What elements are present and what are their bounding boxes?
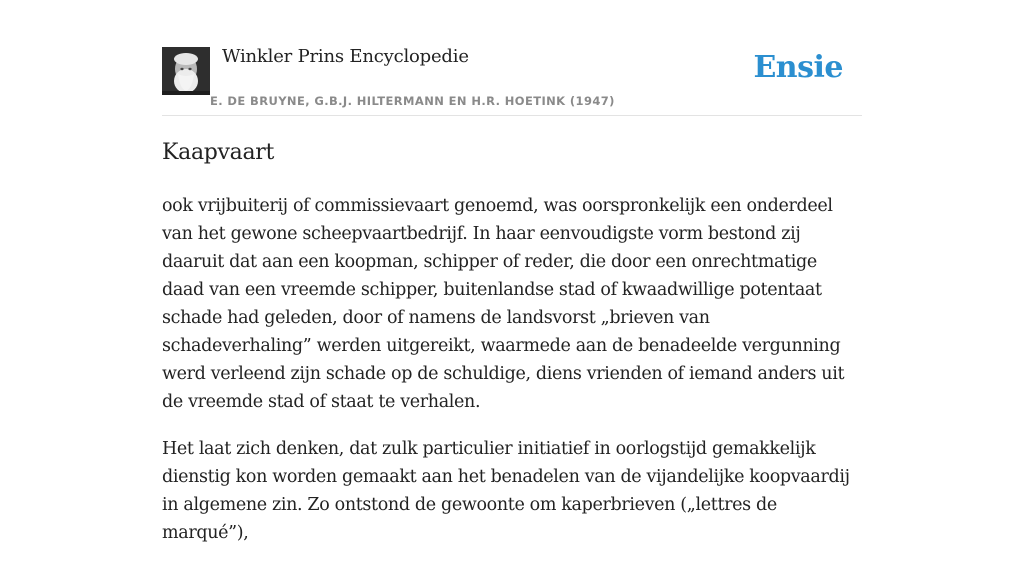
article-paragraph: Het laat zich denken, dat zulk particulier initiatief in oorlogstijd gemakkelijk dienstig kon worden gemaakt aan het benadelen van de vijandelijke koopvaardij in algemene zin. Zo ontstond de gewoonte om kaperbrieven („lettres de marqué”),: [162, 439, 850, 543]
book-authors: E. DE BRUYNE, G.B.J. HILTERMANN EN H.R. HOETINK (1947): [210, 94, 615, 108]
portrait-image: [162, 47, 210, 95]
author-avatar[interactable]: [162, 47, 210, 95]
article-paragraph: ook vrijbuiterij of commissievaart genoemd, was oorspronkelijk een onderdeel van het gewone scheepvaartbedrijf. In haar eenvoudigste vorm bestond zij daaruit dat aan een koopman, schipper of reder, die door een onrechtmatige daad van een vreemde schipper, buitenlandse stad of kwaadwillige potentaat schade had geleden, door of namens de landsvorst „brieven van schadeverhaling” werden uitgereikt, waarmede aan de benadeelde vergunning werd verleend zijn schade op de schuldige, diens vrienden of iemand anders uit de vreemde stad of staat te verhalen.: [162, 196, 845, 412]
content-column: [162, 0, 862, 543]
article-body: [162, 192, 862, 566]
book-title[interactable]: Winkler Prins Encyclopedie: [222, 46, 469, 67]
ensie-logo-link[interactable]: Ensie: [753, 50, 843, 85]
header: [162, 0, 862, 116]
article-title: Kaapvaart: [162, 140, 275, 165]
